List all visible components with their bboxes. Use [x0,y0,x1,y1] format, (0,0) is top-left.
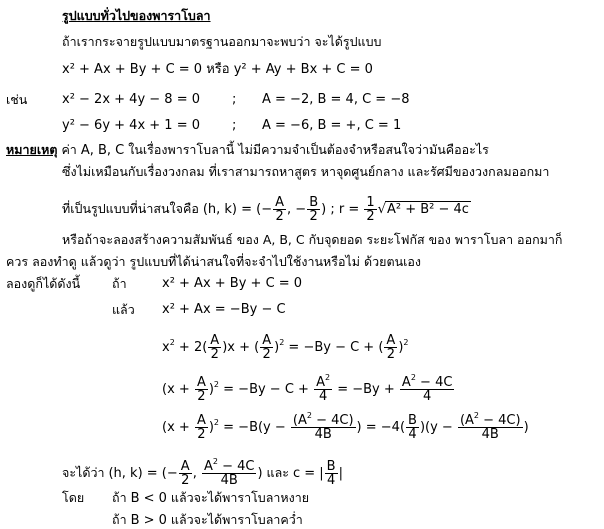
vertex-lhs: (h, k) = (− [202,202,273,217]
step-1: x² + Ax + By + C = 0 [162,276,303,291]
example-coef-1: A = −2, B = 4, C = −8 [262,92,410,107]
note-text-b: ในเรื่องพาราโบลานี้ ไม่มีความจำเป็นต้องจำหรือสนใจว่ามันคืออะไร [128,142,489,157]
note-line-3 [62,196,471,223]
page-title: รูปแบบทั่วไปของพาราโบลา [62,8,211,23]
got-word: จะได้ว่า [62,465,105,480]
c-result: c = | $\frac{B}{4}$ | [292,459,343,488]
example-sep-1: ; [232,92,237,107]
by-word: โดย [62,490,85,505]
note-line-3-text: ที่เป็นรูปแบบที่น่าสนใจคือ [62,201,199,216]
para-2: ควร ลองทำดู แล้วดูว่า รูปแบบที่ได้น่าสนใจที่จะจำไปใช้งานหรือไม่ ด้วยตนเอง [6,254,422,269]
result-line [62,457,343,488]
general-eq-2: y² + Ay + Bx + C = 0 [233,62,373,77]
para-1: หรือถ้าจะลองสร้างความสัมพันธ์ ของ A, B, C กับจุดยอด ระยะโฟกัส ของ พาราโบลา ออกมาก็ [62,232,563,247]
frac-half: $\frac{1}{2}$ [366,195,375,224]
example-coef-2: A = −6, B = +, C = 1 [262,118,402,133]
frac-b-2: $\frac{B}{2}$ [309,195,319,224]
example-label: เช่น [6,92,28,107]
step-4: (x + $\frac{A}{2}$ )$^2$ = −By − C + $\frac{A^2}{4}$ = −By + $\frac{A^2 - 4C}{4}$ [162,373,453,404]
frac-a-2: $\frac{A}{2}$ [275,195,285,224]
note-label: หมายเหตุ [6,142,58,157]
if-word: ถ้า [112,276,127,291]
general-eq-1: x² + Ax + By + C = 0 [62,62,203,77]
radius-lhs: r = [338,202,360,217]
para-3: ลองดูก็ได้ดังนี้ [6,276,81,291]
example-eq-1: x² − 2x + 4y − 8 = 0 [62,92,201,107]
step-2: x² + Ax = −By − C [162,302,286,317]
vertex-result: (h, k) = (− $\frac{A}{2}$ , $\frac{A^2 - 4C}{4B}$ ) [108,457,263,488]
condition-2: ถ้า B > 0 แล้วจะได้พาราโบลาคว่ำ [112,512,303,528]
condition-1: ถ้า B < 0 แล้วจะได้พาราโบลาหงาย [112,490,310,506]
and-word: และ [266,465,289,480]
note-line-2: ซึ่งไม่เหมือนกับเรื่องวงกลม ที่เราสามารถหาสูตร หาจุดศูนย์กลาง และรัศมีของวงกลมออกมา [62,164,550,179]
note-line-1 [6,142,489,159]
example-eq-2: y² − 6y + 4x + 1 = 0 [62,118,201,133]
general-form-equations [62,62,373,78]
step-5: (x + $\frac{A}{2}$ )$^2$ = −B(y − $\frac{(A^2 - 4C)}{4B}$ ) = −4( $\frac{B}{4}$ )(y − $\frac{(A^2 - 4C)}{4B}$ ) [162,411,529,442]
sqrt-body: A² + B² − 4c [386,202,469,217]
then-word: แล้ว [112,302,135,317]
note-vars: A, B, C [80,143,125,158]
example-sep-2: ; [232,118,237,133]
or-word: หรือ [206,62,230,77]
note-text-a: ค่า [61,142,77,157]
vertex-formula: (h, k) = (− $\frac{A}{2}$ , − $\frac{B}{2}$ ) ; r = $\frac{1}{2}$ √A² + B² − 4c [202,195,469,224]
intro-text: ถ้าเรากระจายรูปแบบมาตรฐานออกมาจะพบว่า จะได้รูปแบบ [62,34,382,49]
step-3: $x^2 + 2$( $\frac{A}{2}$ )x + ( $\frac{A}{2}$ )$^2$ = −By − C + ( $\frac{A}{2}$ )$^2$ [162,333,409,362]
